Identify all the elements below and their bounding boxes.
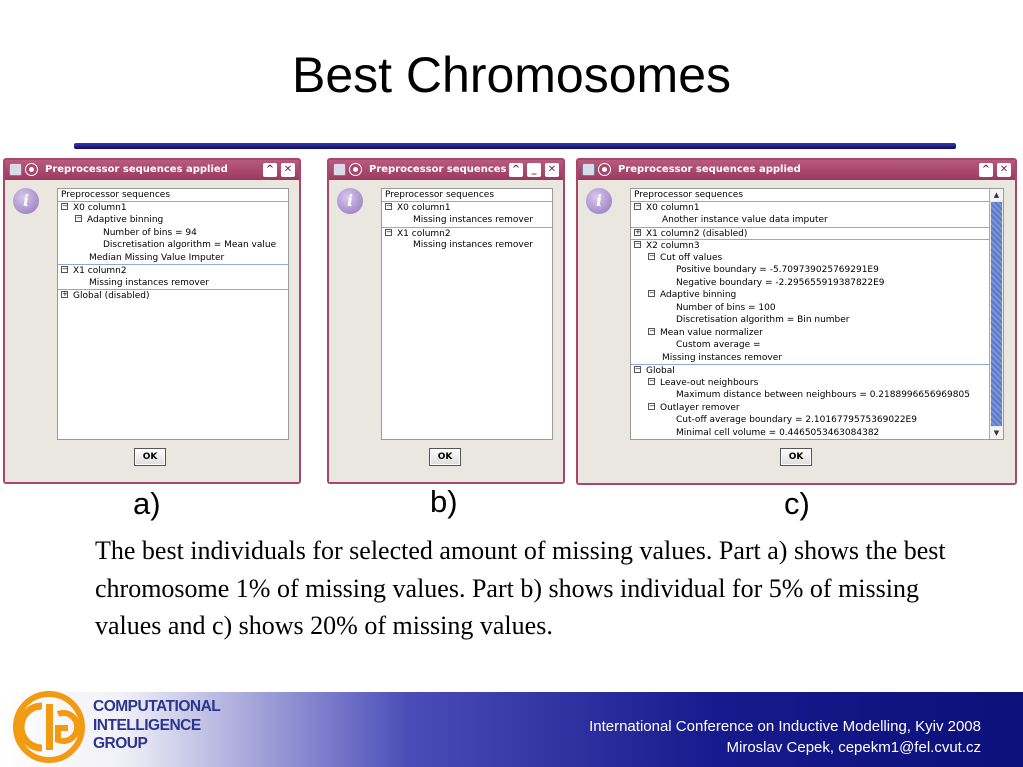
collapse-icon[interactable]: − (635, 240, 641, 248)
tree-node[interactable]: Discretisation algorithm = Bin number (676, 315, 850, 325)
collapse-icon[interactable]: − (649, 376, 655, 385)
tree-node[interactable]: − X1 column2 (58, 264, 288, 277)
tree-node[interactable]: + Global (disabled) (58, 289, 288, 302)
tree-node[interactable]: Positive boundary = -5.709739025769291E9 (676, 265, 879, 275)
window-title: Preprocessor sequences (369, 164, 507, 175)
ok-button[interactable]: OK (429, 448, 461, 466)
expand-icon[interactable]: + (62, 290, 68, 298)
maximize-button[interactable]: ^ (263, 163, 277, 177)
tree-node[interactable]: Cut-off average boundary = 2.1016779575369022E9 (676, 415, 917, 425)
app-icon (582, 163, 595, 176)
conference-name: International Conference on Inductive Modelling, Kyiv 2008 (589, 718, 981, 735)
tree-node[interactable]: Missing instances remover (662, 352, 782, 363)
titlebar[interactable] (578, 160, 1015, 180)
ok-button[interactable]: OK (134, 448, 166, 466)
app-icon (9, 163, 22, 176)
tree-node[interactable]: − X2 column3 (631, 239, 989, 252)
panel-label-b: b) (430, 484, 458, 519)
collapse-icon[interactable]: − (76, 214, 82, 222)
slide-caption: The best individuals for selected amount of missing values. Part a) shows the best chromosome 1% of missing values. Part b) shows individual for 5% of missing values and c) shows 20% of missing values. (95, 536, 946, 640)
collapse-icon[interactable]: − (649, 289, 655, 297)
ok-button[interactable]: OK (780, 448, 812, 466)
tree-node[interactable]: Negative boundary = -2.295655919387822E9 (676, 277, 885, 288)
dialog-b (327, 158, 565, 484)
collapse-icon[interactable]: − (635, 201, 641, 210)
slide-title: Best Chromosomes (291, 47, 732, 103)
tree-node[interactable]: Preprocessor sequences (58, 189, 288, 202)
window-title: Preprocessor sequences applied (45, 164, 228, 175)
tree-node[interactable]: − X1 column2 (382, 227, 552, 240)
info-icon: i (337, 188, 363, 214)
minimize-button[interactable]: _ (527, 163, 541, 177)
app-icon (333, 163, 346, 176)
tree-view[interactable] (57, 188, 289, 440)
titlebar[interactable] (329, 160, 563, 180)
tree-node[interactable]: Preprocessor sequences (631, 189, 989, 202)
collapse-icon[interactable]: − (649, 401, 655, 410)
window-menu-icon[interactable] (599, 164, 610, 175)
tree-node[interactable]: + X1 column2 (disabled) (631, 227, 989, 240)
collapse-icon[interactable]: − (386, 201, 392, 210)
tree-node[interactable]: − Mean value normalizer (649, 326, 763, 338)
dialog-c (576, 158, 1017, 485)
dialog-content (329, 180, 563, 482)
info-icon: i (586, 188, 612, 214)
window-menu-icon[interactable] (26, 164, 37, 175)
dialog-content (578, 180, 1015, 483)
scroll-up-icon[interactable]: ▲ (990, 189, 1003, 201)
collapse-icon[interactable]: − (635, 365, 641, 373)
maximize-button[interactable]: ^ (979, 163, 993, 177)
footer-text (589, 716, 981, 758)
dialog-a (3, 158, 301, 484)
tree-view[interactable] (630, 188, 1004, 440)
info-icon: i (13, 188, 39, 214)
close-button[interactable]: ✕ (545, 163, 559, 177)
cig-logo-icon (12, 690, 86, 764)
tree-node[interactable]: Missing instances remover (413, 215, 533, 225)
tree-node[interactable]: Number of bins = 94 (103, 227, 197, 238)
tree-node[interactable]: − X0 column1 (386, 201, 451, 213)
tree-node[interactable]: Number of bins = 100 (676, 302, 776, 313)
panel-label-a: a) (133, 486, 161, 521)
tree-node[interactable]: Minimal cell volume = 0.4465053463084382 (676, 427, 880, 438)
tree-node[interactable]: Another instance value data imputer (662, 215, 828, 225)
collapse-icon[interactable]: − (386, 227, 392, 236)
tree-node[interactable]: − Adaptive binning (649, 289, 737, 300)
dialog-content (5, 180, 299, 482)
tree-node[interactable]: Maximum distance between neighbours = 0.2188996656969805 (676, 390, 970, 400)
tree-node[interactable]: − Global (631, 364, 989, 377)
scroll-down-icon[interactable]: ▼ (990, 427, 1003, 439)
window-menu-icon[interactable] (350, 164, 361, 175)
tree-node[interactable]: − Leave-out neighbours (649, 376, 759, 388)
window-title: Preprocessor sequences applied (618, 164, 801, 175)
tree-node[interactable]: Discretisation algorithm = Mean value (103, 240, 277, 250)
tree-node[interactable]: Missing instances remover (413, 240, 533, 250)
close-button[interactable]: ✕ (997, 163, 1011, 177)
scroll-thumb[interactable] (991, 202, 1002, 426)
collapse-icon[interactable]: − (649, 251, 655, 260)
tree-node[interactable]: − X0 column1 (62, 201, 127, 213)
logo-text: COMPUTATIONAL INTELLIGENCE GROUP (93, 698, 221, 752)
vertical-scrollbar[interactable] (989, 189, 1003, 439)
tree-node[interactable]: Missing instances remover (89, 277, 209, 288)
tree-node[interactable]: Preprocessor sequences (382, 189, 552, 202)
tree-node[interactable]: Custom average = (676, 340, 761, 350)
panel-label-c: c) (784, 486, 810, 521)
title-divider (74, 143, 956, 149)
collapse-icon[interactable]: − (649, 326, 655, 335)
close-button[interactable]: ✕ (281, 163, 295, 177)
tree-node[interactable]: − X0 column1 (635, 201, 700, 213)
tree-node[interactable]: − Cut off values (649, 251, 723, 263)
author-contact: Miroslav Cepek, cepekm1@fel.cvut.cz (726, 739, 981, 756)
tree-view[interactable] (381, 188, 553, 440)
expand-icon[interactable]: + (635, 227, 641, 236)
tree-node[interactable]: − Outlayer remover (649, 401, 740, 413)
maximize-button[interactable]: ^ (509, 163, 523, 177)
tree-node[interactable]: − Adaptive binning (76, 214, 164, 225)
collapse-icon[interactable]: − (62, 201, 68, 210)
collapse-icon[interactable]: − (62, 265, 68, 273)
titlebar[interactable] (5, 160, 299, 180)
tree-node[interactable]: Median Missing Value Imputer (89, 252, 225, 263)
